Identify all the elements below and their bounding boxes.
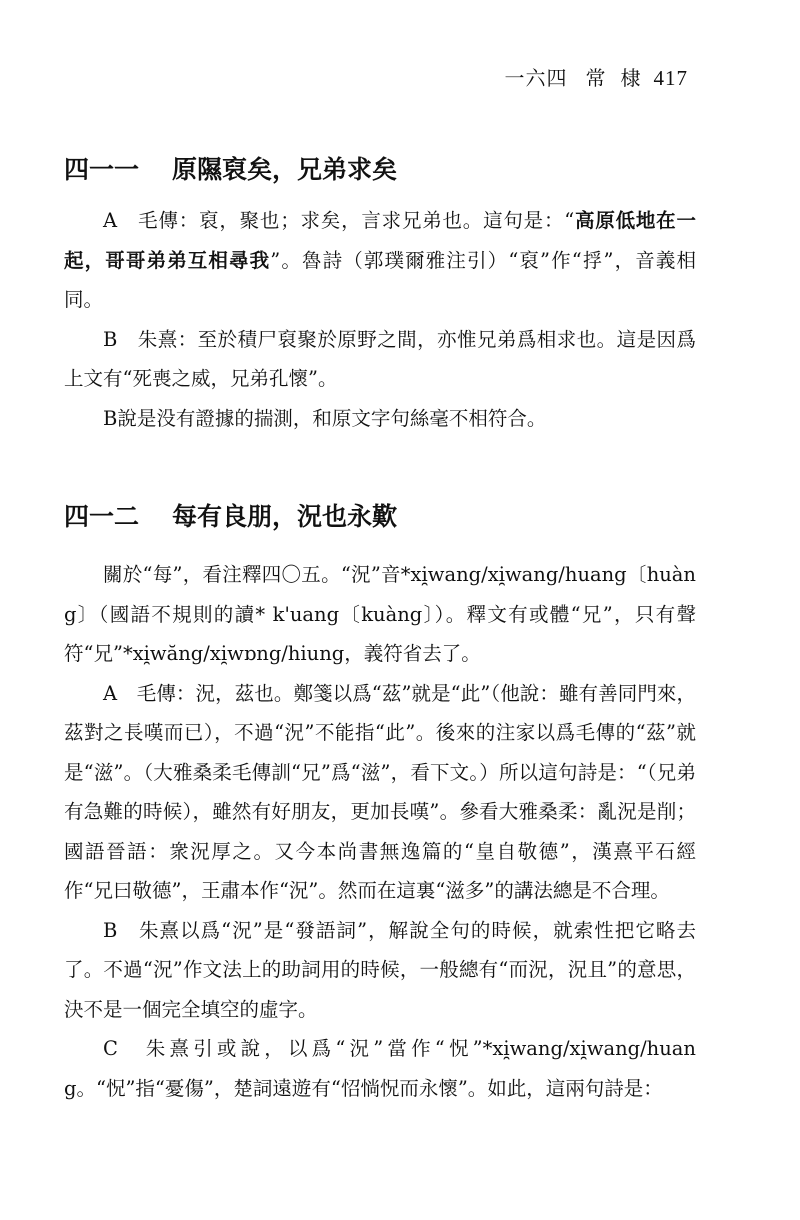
- section-41-para-b-comment: B說是没有證據的揣測，和原文字句絲毫不相符合。: [103, 406, 547, 430]
- section-41-para-b: B 朱熹：至於積尸裒聚於原野之間，亦惟兄弟爲相求也。這是因爲上文有“死喪之威，兄弟孔懷”。: [64, 327, 696, 390]
- header-section-number: 一六四: [504, 66, 568, 90]
- section-41-number: 四一一: [64, 155, 140, 184]
- section-41-heading: [64, 150, 397, 186]
- bold-translation: 高原低地在一起，哥哥弟弟互相尋我: [64, 209, 696, 272]
- section-42-para-a: A 毛傳：況，茲也。鄭箋以爲“茲”就是“此”（他說：雖有善同門來，茲對之長嘆而已），不過“況”不能指“此”。後來的注家以爲毛傳的“茲”就是“滋”。（大雅桑柔毛傳訓“兄”爲“滋”，看下文。）所以這句詩是：“（兄弟有急難的時候），雖然有好朋友，更加長嘆”。參看大雅桑柔：亂況是削；國語晉語：衆況厚之。又今本尚書無逸篇的“皇自敬德”，漢熹平石經作“兄曰敬德”，王肅本作“況”。然而在這裏“滋多”的講法總是不合理。: [64, 681, 696, 902]
- section-42-heading: [64, 497, 397, 533]
- section-41-body: [64, 201, 696, 438]
- section-42-para-intro: 關於“每”，看注釋四〇五。“況”音*xi̯wang/xi̯wang/huang〔huàng〕（國語不規則的讀* k'uang〔kuàng〕）。釋文有或體“兄”，只有聲符“兄”*xi̯wăng/xi̯wɒng/hiung，義符省去了。: [64, 563, 696, 665]
- running-header: [505, 62, 689, 91]
- section-41-para-a: A 毛傳：裒，聚也；求矣，言求兄弟也。這句是：“高原低地在一起，哥哥弟弟互相尋我”。魯詩（郭璞爾雅注引）“裒”作“捊”，音義相同。: [64, 209, 696, 311]
- section-41-title: 原隰裒矣，兄弟求矣: [172, 155, 398, 184]
- section-42-para-c: C 朱熹引或說，以爲“況”當作“怳”*xi̯wang/xi̯wang/huang。“怳”指“憂傷”，楚詞遠遊有“怊惝怳而永懷”。如此，這兩句詩是：: [64, 1037, 696, 1100]
- section-42-para-b: B 朱熹以爲“況”是“發語詞”，解說全句的時候，就索性把它略去了。不過“況”作文法上的助詞用的時候，一般總有“而況，況且”的意思，決不是一個完全填空的虛字。: [64, 918, 696, 1021]
- header-title-char-2: 棣: [620, 66, 642, 90]
- section-42-number: 四一二: [64, 502, 140, 531]
- section-42-title: 每有良朋，況也永歎: [172, 502, 398, 531]
- page-number: 417: [653, 66, 688, 90]
- header-title-char-1: 常: [585, 66, 607, 90]
- section-42-body: [64, 555, 696, 1108]
